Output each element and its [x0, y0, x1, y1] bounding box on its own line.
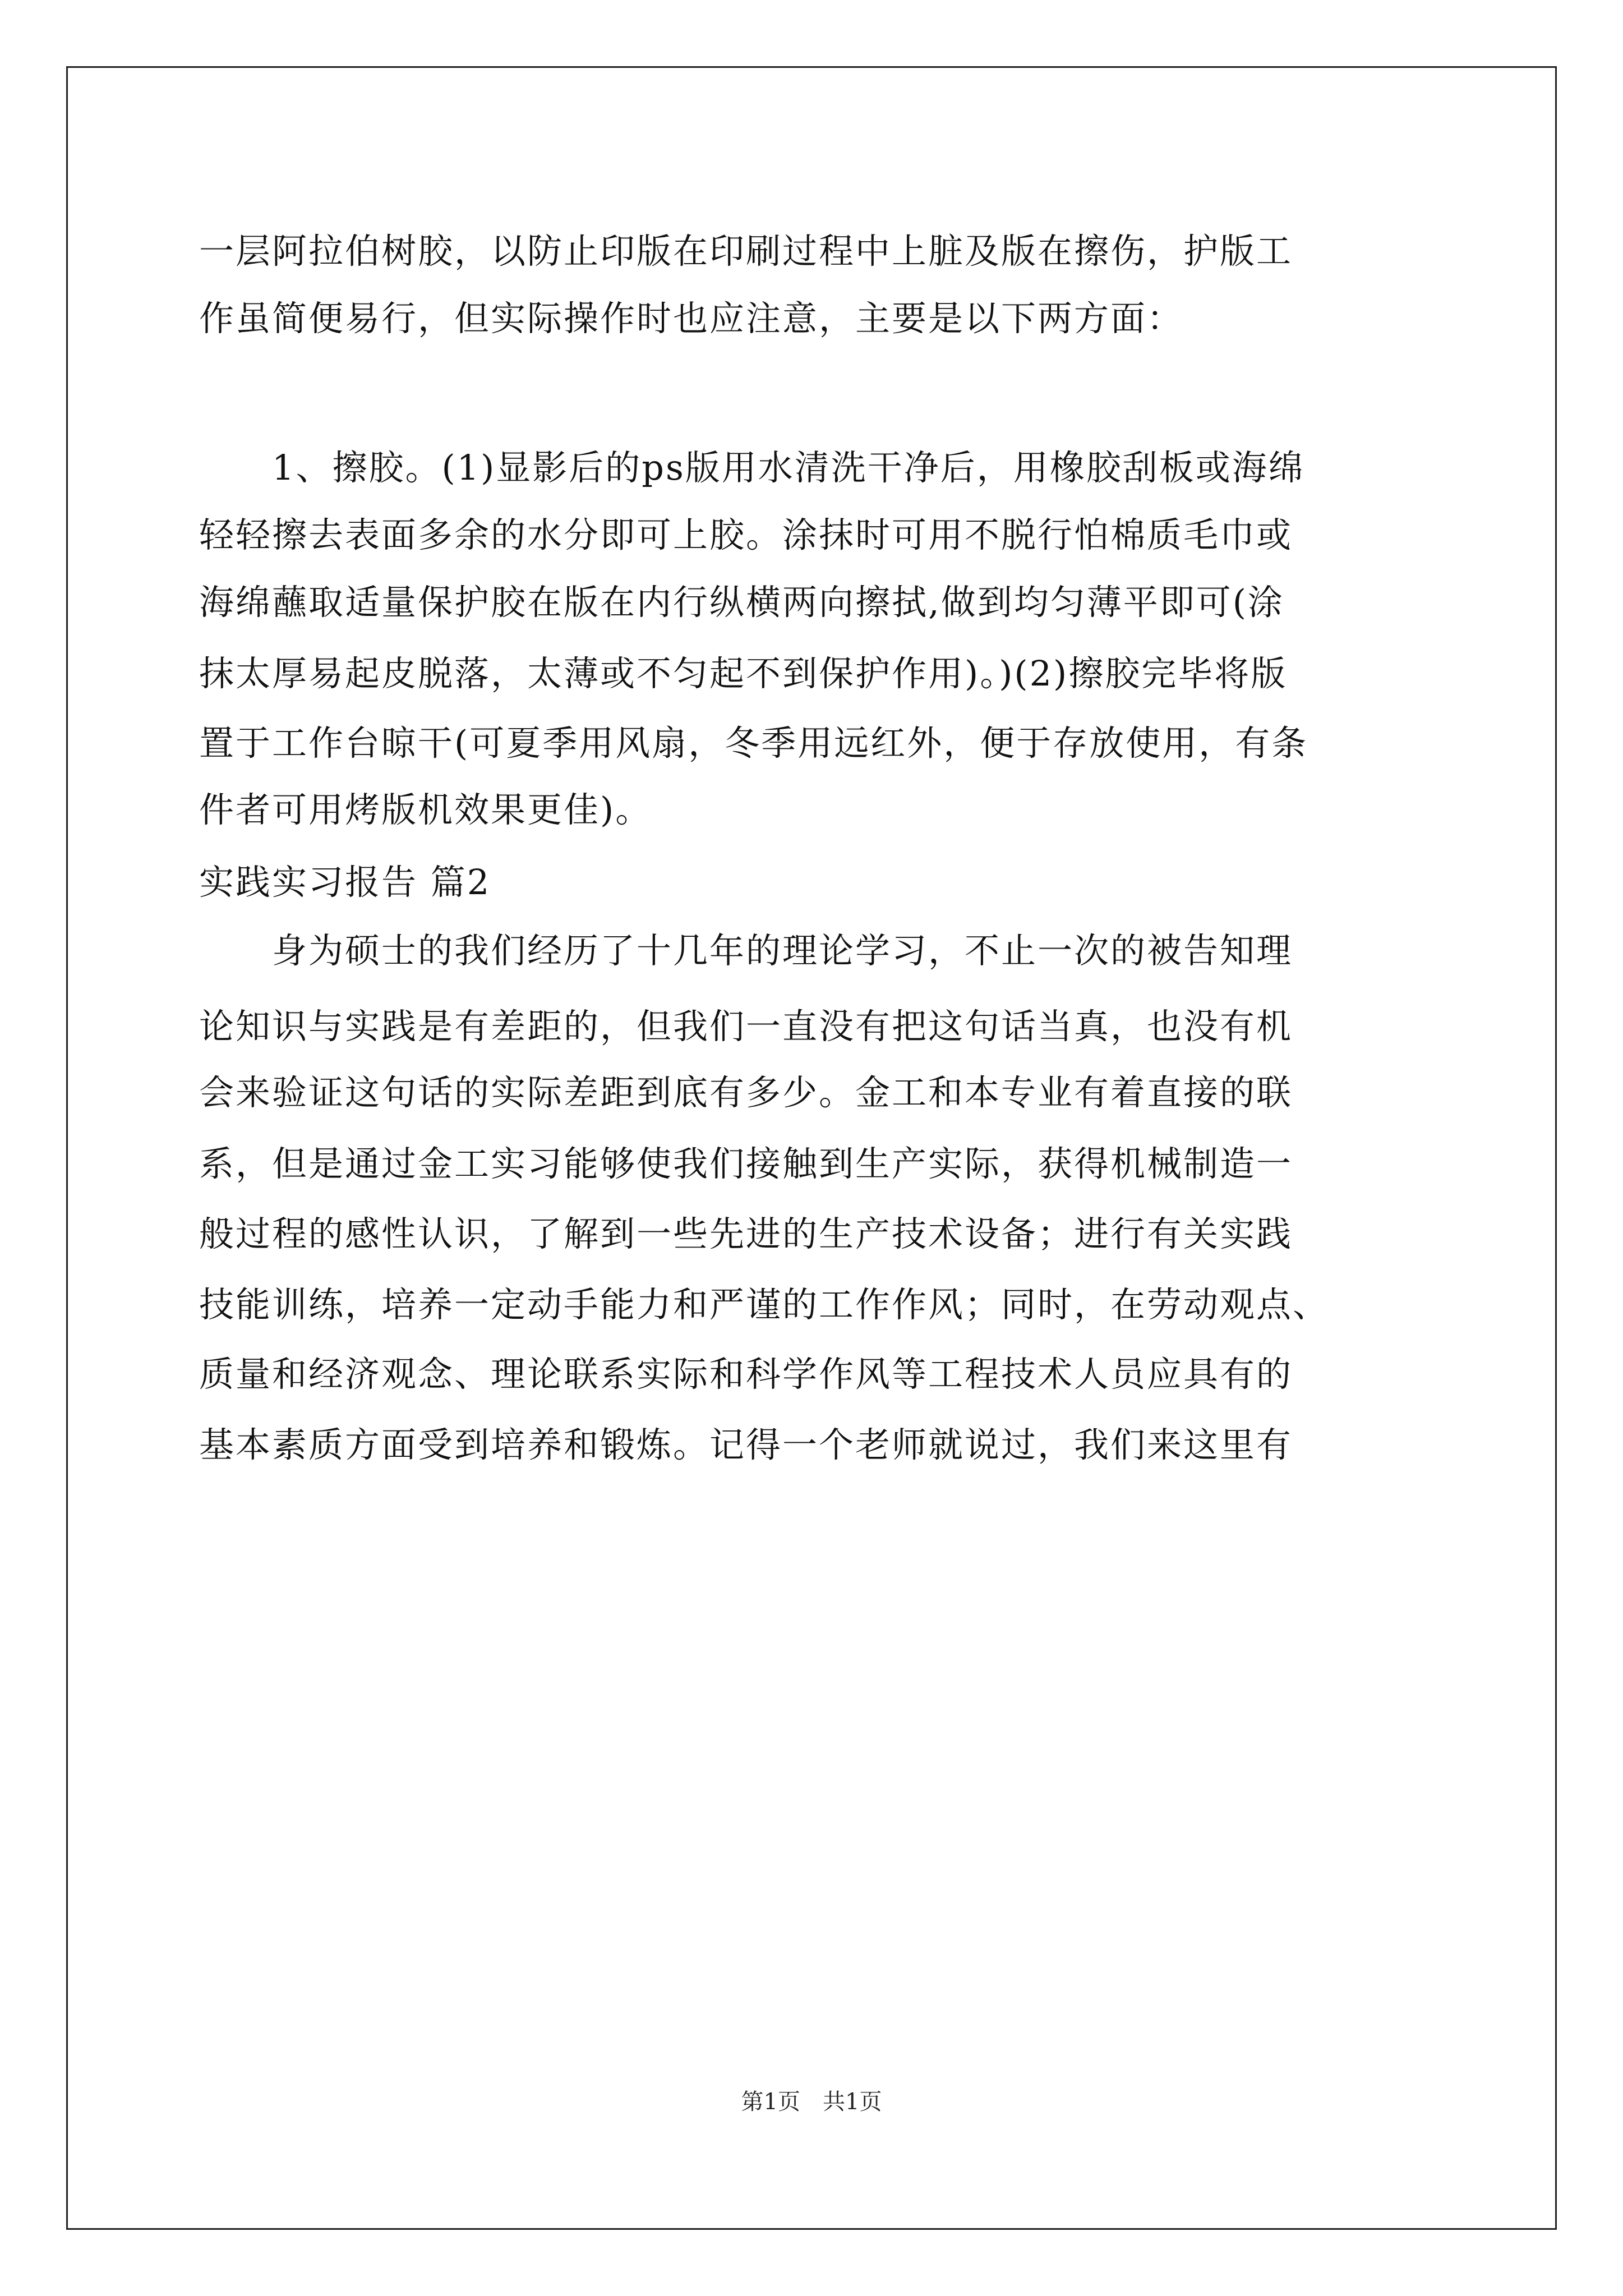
paragraph-line: 海绵蘸取适量保护胶在版在内行纵横两向擦拭,做到均匀薄平即可(涂	[199, 582, 1284, 623]
paragraph-line: 基本素质方面受到培养和锻炼。记得一个老师就说过，我们来这里有	[199, 1424, 1293, 1465]
paragraph-line: 作虽简便易行，但实际操作时也应注意，主要是以下两方面：	[199, 298, 1184, 339]
paragraph-line: 轻轻擦去表面多余的水分即可上胶。涂抹时可用不脱行怕棉质毛巾或	[199, 514, 1293, 555]
paragraph-line: 质量和经济观念、理论联系实际和科学作风等工程技术人员应具有的	[199, 1354, 1293, 1395]
paragraph-line: 抹太厚易起皮脱落，太薄或不匀起不到保护作用)。)(2)擦胶完毕将版	[199, 653, 1288, 694]
paragraph-line: 论知识与实践是有差距的，但我们一直没有把这句话当真，也没有机	[199, 1006, 1293, 1047]
paragraph-line: 会来验证这句话的实际差距到底有多少。金工和本专业有着直接的联	[199, 1072, 1293, 1113]
section-heading: 实践实习报告 篇2	[199, 862, 491, 903]
page-footer: 第1页 共1页	[741, 2089, 882, 2115]
paragraph-line: 一层阿拉伯树胶，以防止印版在印刷过程中上脏及版在擦伤，护版工	[199, 231, 1293, 272]
paragraph-line: 身为硕士的我们经历了十几年的理论学习，不止一次的被告知理	[199, 930, 1293, 971]
paragraph-line: 般过程的感性认识，了解到一些先进的生产技术设备；进行有关实践	[199, 1213, 1293, 1254]
paragraph-line: 系，但是通过金工实习能够使我们接触到生产实际，获得机械制造一	[199, 1143, 1293, 1184]
paragraph-line: 置于工作台晾干(可夏季用风扇，冬季用远红外，便于存放使用，有条	[199, 723, 1308, 763]
paragraph-line: 技能训练，培养一定动手能力和严谨的工作作风；同时，在劳动观点、	[199, 1284, 1330, 1325]
paragraph-line: 1、擦胶。(1)显影后的ps版用水清洗干净后，用橡胶刮板或海绵	[199, 447, 1305, 488]
paragraph-line: 件者可用烤版机效果更佳)。	[199, 789, 652, 830]
